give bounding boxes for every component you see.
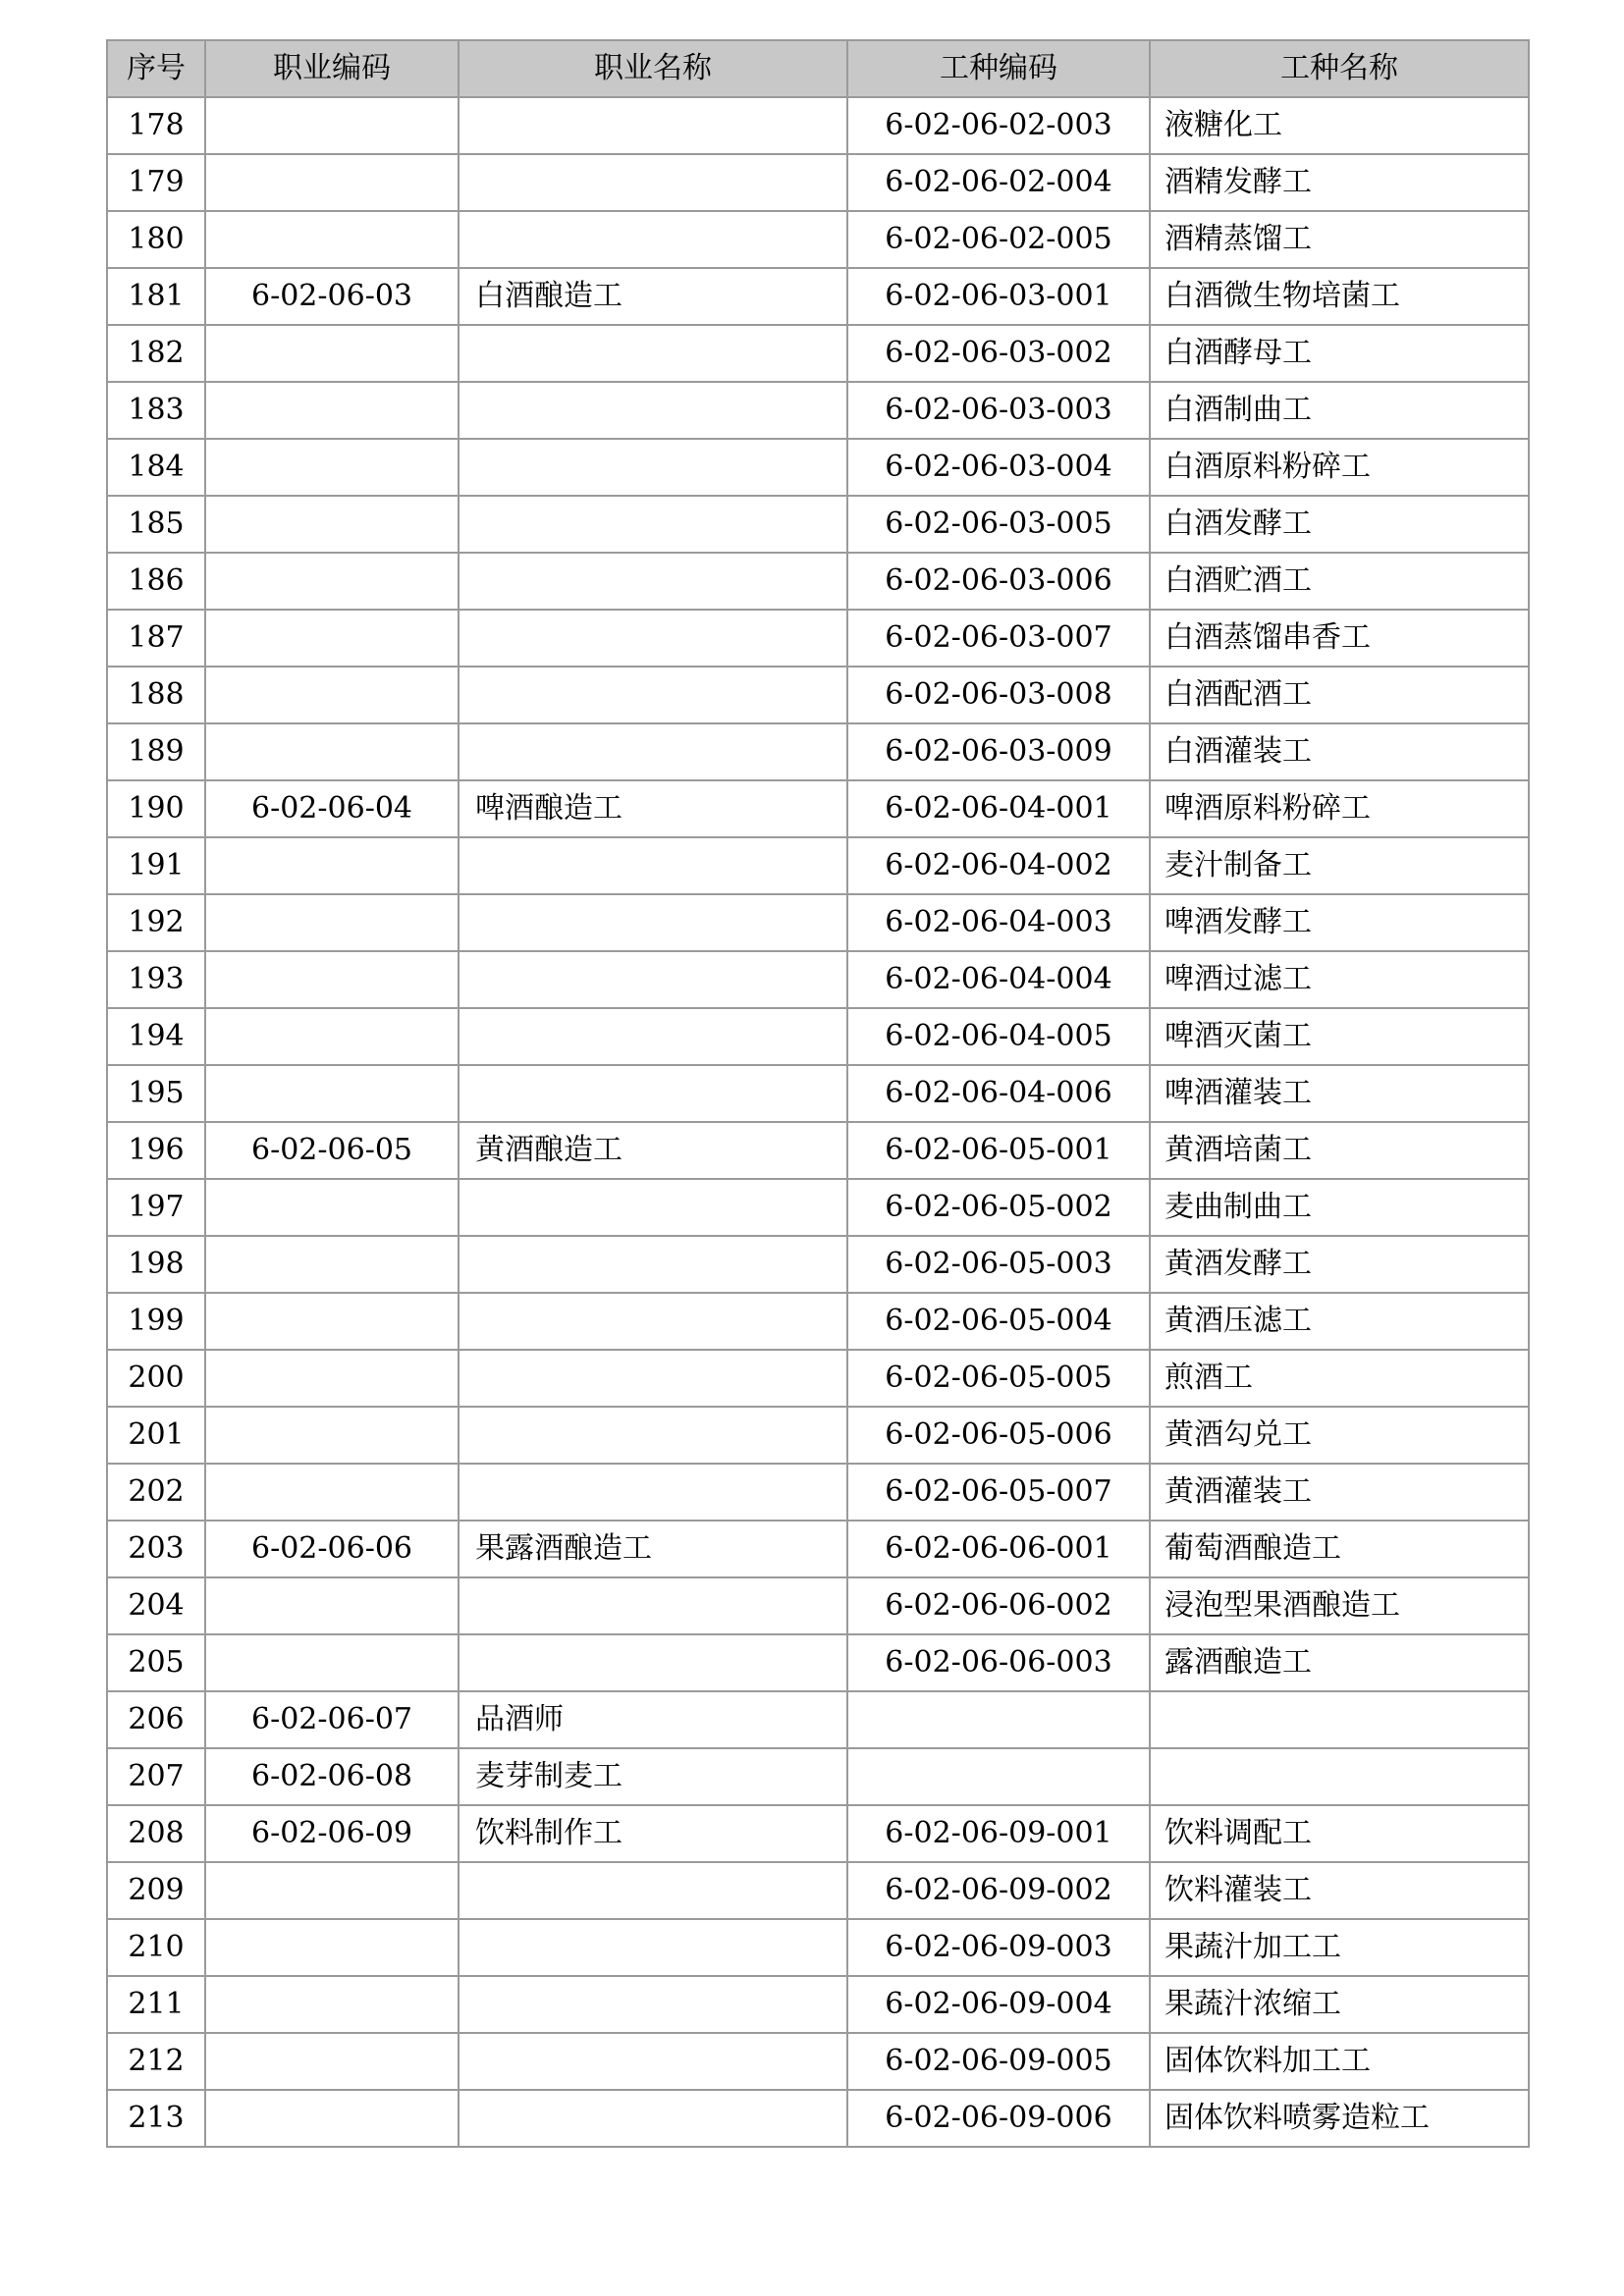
cell-occupation-code: 6-02-06-08	[205, 1748, 459, 1805]
cell-occupation-name	[459, 154, 847, 211]
cell-seq: 211	[107, 1976, 205, 2033]
cell-occupation-code	[205, 1976, 459, 2033]
cell-occupation-name	[459, 1008, 847, 1065]
cell-seq: 212	[107, 2033, 205, 2090]
cell-seq: 200	[107, 1350, 205, 1407]
cell-trade-name: 黄酒灌装工	[1150, 1464, 1529, 1521]
table-row	[107, 1634, 1529, 1691]
cell-occupation-code	[205, 951, 459, 1008]
cell-trade-code: 6-02-06-05-004	[847, 1293, 1150, 1350]
cell-trade-name: 固体饮料加工工	[1150, 2033, 1529, 2090]
cell-trade-code	[847, 1691, 1150, 1748]
cell-occupation-name	[459, 894, 847, 951]
cell-occupation-code	[205, 1293, 459, 1350]
cell-trade-name: 白酒配酒工	[1150, 667, 1529, 723]
cell-trade-name: 黄酒勾兑工	[1150, 1407, 1529, 1464]
cell-occupation-name	[459, 1577, 847, 1634]
header-row	[107, 40, 1529, 97]
cell-trade-name: 白酒蒸馏串香工	[1150, 610, 1529, 667]
cell-trade-code: 6-02-06-03-009	[847, 723, 1150, 780]
cell-occupation-code	[205, 1008, 459, 1065]
cell-occupation-name	[459, 667, 847, 723]
table-row	[107, 1464, 1529, 1521]
cell-trade-name: 白酒微生物培菌工	[1150, 268, 1529, 325]
table-row	[107, 154, 1529, 211]
cell-trade-code: 6-02-06-09-001	[847, 1805, 1150, 1862]
cell-occupation-name: 白酒酿造工	[459, 268, 847, 325]
cell-occupation-name	[459, 97, 847, 154]
cell-trade-code: 6-02-06-02-003	[847, 97, 1150, 154]
cell-occupation-code	[205, 382, 459, 439]
table-row	[107, 97, 1529, 154]
cell-trade-name: 果蔬汁浓缩工	[1150, 1976, 1529, 2033]
cell-occupation-code: 6-02-06-07	[205, 1691, 459, 1748]
cell-occupation-name	[459, 553, 847, 610]
table-row	[107, 382, 1529, 439]
cell-occupation-code	[205, 553, 459, 610]
cell-occupation-name	[459, 1350, 847, 1407]
cell-trade-code: 6-02-06-04-004	[847, 951, 1150, 1008]
cell-trade-code: 6-02-06-04-005	[847, 1008, 1150, 1065]
cell-trade-name: 白酒制曲工	[1150, 382, 1529, 439]
cell-occupation-code: 6-02-06-04	[205, 780, 459, 837]
cell-trade-code: 6-02-06-06-003	[847, 1634, 1150, 1691]
cell-seq: 181	[107, 268, 205, 325]
cell-seq: 207	[107, 1748, 205, 1805]
cell-trade-name: 麦汁制备工	[1150, 837, 1529, 894]
cell-trade-code: 6-02-06-05-001	[847, 1122, 1150, 1179]
cell-seq: 208	[107, 1805, 205, 1862]
cell-occupation-name	[459, 1634, 847, 1691]
cell-trade-code: 6-02-06-03-001	[847, 268, 1150, 325]
cell-trade-name: 啤酒灌装工	[1150, 1065, 1529, 1122]
cell-seq: 180	[107, 211, 205, 268]
cell-trade-name: 固体饮料喷雾造粒工	[1150, 2090, 1529, 2147]
cell-trade-code: 6-02-06-03-008	[847, 667, 1150, 723]
table-body	[107, 97, 1529, 2147]
table-row	[107, 1179, 1529, 1236]
table-row	[107, 723, 1529, 780]
cell-trade-code: 6-02-06-03-003	[847, 382, 1150, 439]
cell-trade-name: 酒精发酵工	[1150, 154, 1529, 211]
cell-seq: 191	[107, 837, 205, 894]
cell-seq: 190	[107, 780, 205, 837]
cell-trade-code: 6-02-06-05-007	[847, 1464, 1150, 1521]
cell-trade-name: 露酒酿造工	[1150, 1634, 1529, 1691]
header-occupation-name: 职业名称	[459, 40, 847, 97]
table-row	[107, 1122, 1529, 1179]
table-row	[107, 1691, 1529, 1748]
cell-occupation-code	[205, 1919, 459, 1976]
cell-trade-name	[1150, 1691, 1529, 1748]
cell-trade-name: 白酒发酵工	[1150, 496, 1529, 553]
cell-occupation-name	[459, 1919, 847, 1976]
occupation-table-page	[106, 39, 1528, 2148]
cell-occupation-name	[459, 1407, 847, 1464]
cell-trade-code: 6-02-06-06-002	[847, 1577, 1150, 1634]
table-row	[107, 1976, 1529, 2033]
cell-trade-code: 6-02-06-04-001	[847, 780, 1150, 837]
cell-occupation-name	[459, 610, 847, 667]
cell-seq: 179	[107, 154, 205, 211]
table-row	[107, 2090, 1529, 2147]
table-row	[107, 837, 1529, 894]
cell-trade-code: 6-02-06-02-004	[847, 154, 1150, 211]
table-row	[107, 1577, 1529, 1634]
table-row	[107, 1008, 1529, 1065]
cell-occupation-code	[205, 1179, 459, 1236]
cell-seq: 213	[107, 2090, 205, 2147]
cell-occupation-name	[459, 496, 847, 553]
cell-seq: 199	[107, 1293, 205, 1350]
table-row	[107, 553, 1529, 610]
cell-occupation-code	[205, 1464, 459, 1521]
cell-trade-code: 6-02-06-09-006	[847, 2090, 1150, 2147]
cell-occupation-code	[205, 2090, 459, 2147]
cell-trade-code: 6-02-06-03-007	[847, 610, 1150, 667]
cell-trade-code: 6-02-06-04-002	[847, 837, 1150, 894]
cell-occupation-name	[459, 211, 847, 268]
cell-occupation-name	[459, 2033, 847, 2090]
cell-occupation-code	[205, 837, 459, 894]
cell-seq: 195	[107, 1065, 205, 1122]
cell-seq: 184	[107, 439, 205, 496]
cell-seq: 185	[107, 496, 205, 553]
cell-occupation-name	[459, 1464, 847, 1521]
table-row	[107, 2033, 1529, 2090]
cell-trade-code: 6-02-06-05-006	[847, 1407, 1150, 1464]
cell-occupation-name	[459, 951, 847, 1008]
table-row	[107, 1748, 1529, 1805]
cell-occupation-name: 啤酒酿造工	[459, 780, 847, 837]
cell-trade-code: 6-02-06-05-005	[847, 1350, 1150, 1407]
cell-trade-code: 6-02-06-03-005	[847, 496, 1150, 553]
cell-trade-name: 酒精蒸馏工	[1150, 211, 1529, 268]
cell-trade-name: 黄酒压滤工	[1150, 1293, 1529, 1350]
cell-seq: 182	[107, 325, 205, 382]
table-row	[107, 894, 1529, 951]
cell-seq: 187	[107, 610, 205, 667]
cell-seq: 186	[107, 553, 205, 610]
cell-seq: 183	[107, 382, 205, 439]
table-row	[107, 1236, 1529, 1293]
cell-trade-name: 黄酒培菌工	[1150, 1122, 1529, 1179]
cell-trade-name: 啤酒灭菌工	[1150, 1008, 1529, 1065]
table-row	[107, 1293, 1529, 1350]
table-row	[107, 1805, 1529, 1862]
cell-trade-code: 6-02-06-05-003	[847, 1236, 1150, 1293]
cell-occupation-code	[205, 2033, 459, 2090]
cell-trade-code: 6-02-06-09-002	[847, 1862, 1150, 1919]
cell-occupation-name	[459, 837, 847, 894]
table-row	[107, 325, 1529, 382]
cell-trade-name: 浸泡型果酒酿造工	[1150, 1577, 1529, 1634]
table-row	[107, 951, 1529, 1008]
cell-trade-name: 液糖化工	[1150, 97, 1529, 154]
cell-trade-code: 6-02-06-03-002	[847, 325, 1150, 382]
header-occupation-code: 职业编码	[205, 40, 459, 97]
table-row	[107, 1407, 1529, 1464]
cell-trade-name: 黄酒发酵工	[1150, 1236, 1529, 1293]
cell-seq: 192	[107, 894, 205, 951]
cell-occupation-name: 果露酒酿造工	[459, 1521, 847, 1577]
cell-trade-code: 6-02-06-09-003	[847, 1919, 1150, 1976]
header-trade-name: 工种名称	[1150, 40, 1529, 97]
cell-occupation-name: 麦芽制麦工	[459, 1748, 847, 1805]
header-seq: 序号	[107, 40, 205, 97]
cell-trade-code: 6-02-06-09-005	[847, 2033, 1150, 2090]
table-header	[107, 40, 1529, 97]
cell-trade-code: 6-02-06-06-001	[847, 1521, 1150, 1577]
cell-seq: 196	[107, 1122, 205, 1179]
cell-occupation-code	[205, 154, 459, 211]
cell-seq: 202	[107, 1464, 205, 1521]
cell-occupation-code	[205, 894, 459, 951]
cell-occupation-name	[459, 2090, 847, 2147]
cell-trade-name: 白酒贮酒工	[1150, 553, 1529, 610]
cell-occupation-code	[205, 496, 459, 553]
cell-trade-code: 6-02-06-03-006	[847, 553, 1150, 610]
cell-trade-name: 白酒酵母工	[1150, 325, 1529, 382]
cell-occupation-code	[205, 610, 459, 667]
cell-occupation-name	[459, 723, 847, 780]
cell-trade-name: 煎酒工	[1150, 1350, 1529, 1407]
cell-occupation-name	[459, 382, 847, 439]
cell-seq: 193	[107, 951, 205, 1008]
cell-occupation-name	[459, 439, 847, 496]
cell-seq: 206	[107, 1691, 205, 1748]
cell-trade-name: 饮料调配工	[1150, 1805, 1529, 1862]
table-row	[107, 211, 1529, 268]
cell-seq: 189	[107, 723, 205, 780]
table-row	[107, 1862, 1529, 1919]
cell-seq: 194	[107, 1008, 205, 1065]
cell-occupation-code	[205, 1577, 459, 1634]
cell-trade-name: 啤酒原料粉碎工	[1150, 780, 1529, 837]
cell-occupation-code	[205, 211, 459, 268]
cell-trade-name	[1150, 1748, 1529, 1805]
cell-occupation-name	[459, 1236, 847, 1293]
header-trade-code: 工种编码	[847, 40, 1150, 97]
cell-trade-name: 啤酒过滤工	[1150, 951, 1529, 1008]
cell-trade-code	[847, 1748, 1150, 1805]
cell-occupation-code	[205, 97, 459, 154]
cell-seq: 188	[107, 667, 205, 723]
cell-trade-name: 麦曲制曲工	[1150, 1179, 1529, 1236]
cell-seq: 198	[107, 1236, 205, 1293]
cell-occupation-name	[459, 325, 847, 382]
table-row	[107, 496, 1529, 553]
cell-occupation-code	[205, 1862, 459, 1919]
cell-trade-name: 果蔬汁加工工	[1150, 1919, 1529, 1976]
cell-occupation-name: 黄酒酿造工	[459, 1122, 847, 1179]
cell-trade-name: 饮料灌装工	[1150, 1862, 1529, 1919]
cell-trade-name: 白酒原料粉碎工	[1150, 439, 1529, 496]
table-row	[107, 1065, 1529, 1122]
cell-seq: 201	[107, 1407, 205, 1464]
table-row	[107, 667, 1529, 723]
cell-seq: 209	[107, 1862, 205, 1919]
cell-seq: 197	[107, 1179, 205, 1236]
cell-occupation-code	[205, 439, 459, 496]
cell-trade-name: 葡萄酒酿造工	[1150, 1521, 1529, 1577]
cell-occupation-code: 6-02-06-06	[205, 1521, 459, 1577]
cell-occupation-name	[459, 1065, 847, 1122]
cell-occupation-code	[205, 1065, 459, 1122]
cell-trade-code: 6-02-06-09-004	[847, 1976, 1150, 2033]
table-row	[107, 1521, 1529, 1577]
cell-occupation-code: 6-02-06-03	[205, 268, 459, 325]
cell-trade-code: 6-02-06-02-005	[847, 211, 1150, 268]
cell-occupation-name: 饮料制作工	[459, 1805, 847, 1862]
cell-occupation-code: 6-02-06-09	[205, 1805, 459, 1862]
table-row	[107, 610, 1529, 667]
table-row	[107, 780, 1529, 837]
cell-seq: 205	[107, 1634, 205, 1691]
cell-seq: 204	[107, 1577, 205, 1634]
cell-occupation-name	[459, 1179, 847, 1236]
cell-occupation-code	[205, 723, 459, 780]
cell-trade-code: 6-02-06-03-004	[847, 439, 1150, 496]
cell-occupation-code: 6-02-06-05	[205, 1122, 459, 1179]
cell-occupation-code	[205, 325, 459, 382]
cell-occupation-code	[205, 1407, 459, 1464]
occupation-table	[106, 39, 1530, 2148]
cell-seq: 203	[107, 1521, 205, 1577]
cell-trade-name: 白酒灌装工	[1150, 723, 1529, 780]
cell-occupation-code	[205, 1350, 459, 1407]
cell-occupation-name	[459, 1293, 847, 1350]
cell-occupation-code	[205, 667, 459, 723]
cell-occupation-code	[205, 1236, 459, 1293]
table-row	[107, 439, 1529, 496]
cell-trade-code: 6-02-06-05-002	[847, 1179, 1150, 1236]
table-row	[107, 1350, 1529, 1407]
cell-occupation-name	[459, 1976, 847, 2033]
cell-occupation-name: 品酒师	[459, 1691, 847, 1748]
table-row	[107, 268, 1529, 325]
cell-trade-code: 6-02-06-04-006	[847, 1065, 1150, 1122]
cell-seq: 210	[107, 1919, 205, 1976]
cell-trade-name: 啤酒发酵工	[1150, 894, 1529, 951]
cell-seq: 178	[107, 97, 205, 154]
table-row	[107, 1919, 1529, 1976]
cell-trade-code: 6-02-06-04-003	[847, 894, 1150, 951]
cell-occupation-code	[205, 1634, 459, 1691]
cell-occupation-name	[459, 1862, 847, 1919]
